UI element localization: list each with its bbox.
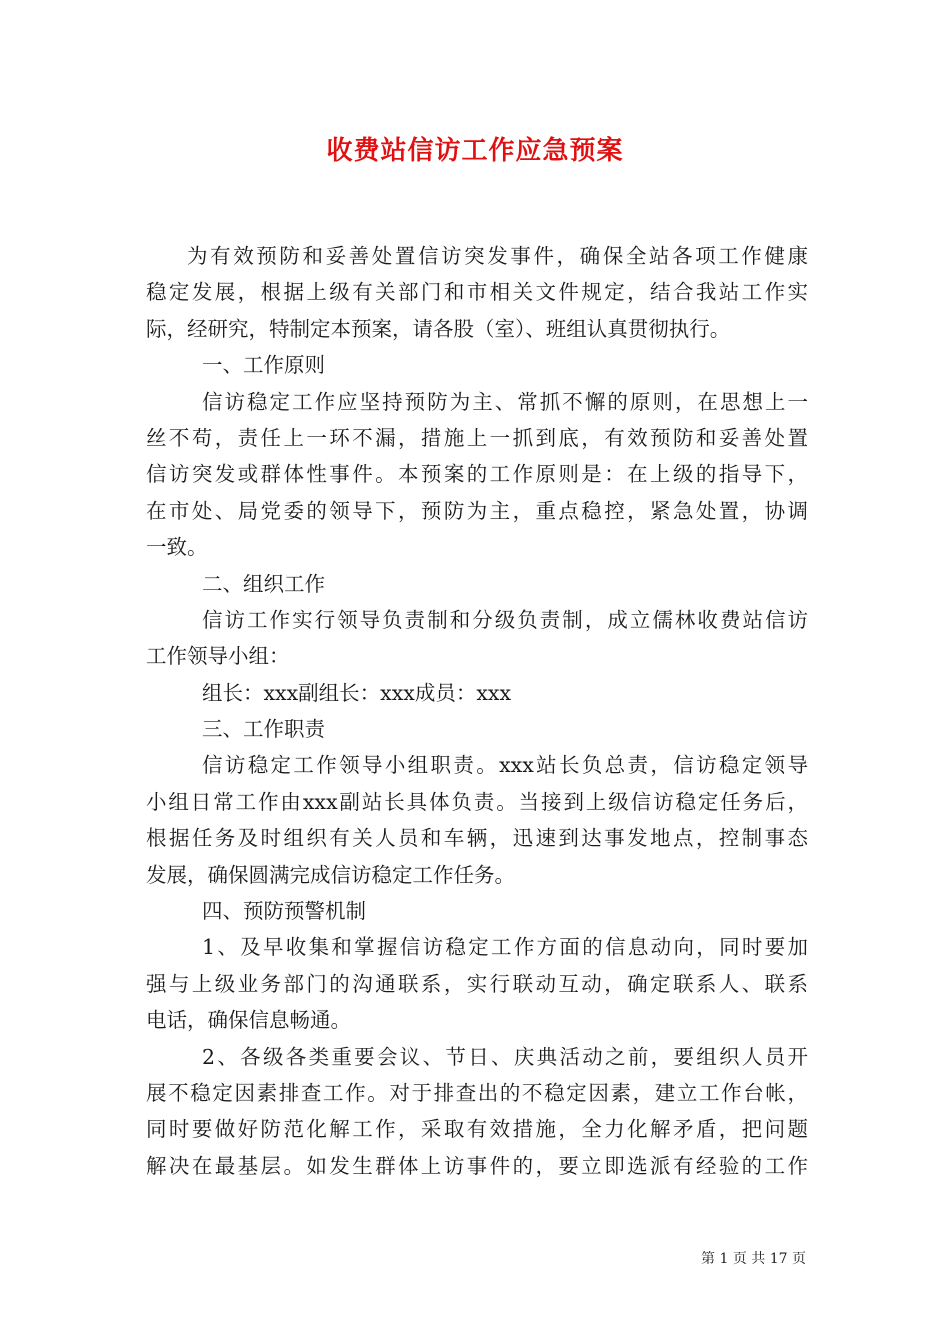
paragraph-line: 1、及早收集和掌握信访稳定工作方面的信息动向，同时要加 bbox=[202, 935, 808, 960]
paragraph-line: 强与上级业务部门的沟通联系，实行联动互动，确定联系人、联系 bbox=[146, 971, 808, 996]
paragraph-line: 信访稳定工作应坚持预防为主、常抓不懈的原则，在思想上一 bbox=[202, 389, 808, 414]
paragraph-line: 信访工作实行领导负责制和分级负责制，成立儒林收费站信访 bbox=[202, 607, 808, 632]
section-heading: 四、预防预警机制 bbox=[202, 899, 366, 924]
paragraph-line: 稳定发展，根据上级有关部门和市相关文件规定，结合我站工作实 bbox=[146, 280, 808, 305]
section-heading: 一、工作原则 bbox=[202, 353, 325, 378]
section-heading: 三、工作职责 bbox=[202, 717, 325, 742]
paragraph-line: 小组日常工作由xxx副站长具体负责。当接到上级信访稳定任务后， bbox=[146, 789, 808, 814]
paragraph-line: 丝不苟，责任上一环不漏，措施上一抓到底，有效预防和妥善处置 bbox=[146, 425, 808, 450]
document-body bbox=[146, 238, 808, 1184]
paragraph-line: 2、各级各类重要会议、节日、庆典活动之前，要组织人员开 bbox=[202, 1044, 808, 1069]
paragraph-line: 解决在最基层。如发生群体上访事件的，要立即选派有经验的工作 bbox=[146, 1153, 808, 1178]
paragraph-line: 为有效预防和妥善处置信访突发事件，确保全站各项工作健康 bbox=[187, 244, 808, 268]
paragraph-line: 工作领导小组： bbox=[146, 644, 290, 669]
paragraph-line: 一致。 bbox=[146, 535, 208, 560]
paragraph-line: 同时要做好防范化解工作，采取有效措施，全力化解矛盾，把问题 bbox=[146, 1117, 808, 1142]
page-number: 第 1 页 共 17 页 bbox=[701, 1251, 806, 1267]
paragraph-line: 信访突发或群体性事件。本预案的工作原则是：在上级的指导下， bbox=[146, 462, 808, 487]
paragraph-line: 电话，确保信息畅通。 bbox=[146, 1008, 351, 1033]
paragraph-line: 组长：xxx副组长：xxx成员：xxx bbox=[202, 680, 512, 705]
paragraph-line: 际，经研究，特制定本预案，请各股（室）、班组认真贯彻执行。 bbox=[146, 316, 731, 341]
document-title: 收费站信访工作应急预案 bbox=[326, 136, 624, 166]
paragraph-line: 信访稳定工作领导小组职责。xxx站长负总责，信访稳定领导 bbox=[202, 753, 808, 778]
paragraph-line: 发展，确保圆满完成信访稳定工作任务。 bbox=[146, 862, 515, 887]
paragraph-line: 展不稳定因素排查工作。对于排查出的不稳定因素，建立工作台帐， bbox=[146, 1080, 808, 1105]
paragraph-line: 根据任务及时组织有关人员和车辆，迅速到达事发地点，控制事态 bbox=[146, 826, 808, 851]
paragraph-line: 在市处、局党委的领导下，预防为主，重点稳控，紧急处置，协调 bbox=[146, 498, 808, 523]
section-heading: 二、组织工作 bbox=[202, 571, 325, 596]
